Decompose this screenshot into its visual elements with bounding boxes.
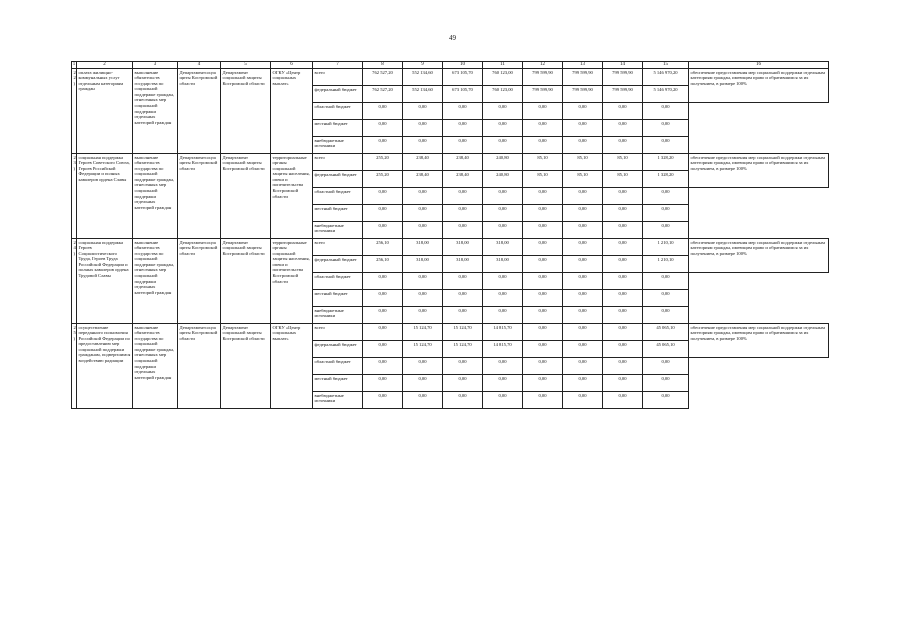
amount-cell: 0,00 — [603, 137, 643, 154]
amount-cell: 0,00 — [363, 188, 403, 205]
funding-source-cell: внебюджетные источники — [313, 137, 363, 154]
column-number-cell: 9 — [403, 62, 443, 69]
amount-cell: 0,00 — [443, 188, 483, 205]
funding-source-cell: местный бюджет — [313, 120, 363, 137]
amount-cell: 0,00 — [563, 375, 603, 392]
table-row — [72, 324, 829, 341]
column-number-cell: 16 — [689, 62, 829, 69]
amount-cell: 85,10 — [563, 154, 603, 171]
amount-cell: 0,00 — [523, 188, 563, 205]
amount-cell: 0,00 — [483, 375, 523, 392]
amount-cell: 318,00 — [483, 239, 523, 256]
amount-cell: 238,40 — [443, 154, 483, 171]
amount-cell: 5 146 970,20 — [643, 86, 689, 103]
amount-cell: 1 210,10 — [643, 239, 689, 256]
amount-cell: 799 599,90 — [563, 86, 603, 103]
executor-cell: ОГКУ «Центр социальных выплат» — [271, 324, 313, 409]
amount-cell: 0,00 — [563, 103, 603, 120]
amount-cell: 799 599,90 — [523, 86, 563, 103]
empty-cell — [689, 307, 829, 324]
amount-cell: 0,00 — [523, 307, 563, 324]
amount-cell: 0,00 — [403, 375, 443, 392]
amount-cell: 0,00 — [563, 137, 603, 154]
empty-cell — [689, 137, 829, 154]
amount-cell: 0,00 — [643, 375, 689, 392]
amount-cell: 240,80 — [483, 154, 523, 171]
amount-cell: 85,10 — [603, 171, 643, 188]
amount-cell: 0,00 — [523, 120, 563, 137]
amount-cell: 0,00 — [523, 103, 563, 120]
amount-cell: 0,00 — [523, 273, 563, 290]
amount-cell: 318,00 — [403, 256, 443, 273]
amount-cell: 0,00 — [603, 222, 643, 239]
amount-cell: 0,00 — [443, 222, 483, 239]
amount-cell: 0,00 — [643, 290, 689, 307]
column-number-cell: 1 — [72, 62, 76, 67]
table-row — [72, 69, 829, 86]
amount-cell: 0,00 — [563, 324, 603, 341]
amount-cell: 0,00 — [363, 324, 403, 341]
amount-cell: 0,00 — [443, 290, 483, 307]
expected-outcome-cell: обеспечение предоставления мер социальной поддержки отдельным категориям граждан, имеющим право и обратившимся за их получением, в размере 100% — [689, 324, 829, 358]
amount-cell: 0,00 — [403, 137, 443, 154]
budget-table — [71, 61, 829, 409]
funding-source-cell: внебюджетные источники — [313, 307, 363, 324]
page-number: 49 — [449, 34, 456, 42]
amount-cell: 0,00 — [603, 205, 643, 222]
amount-cell: 0,00 — [563, 341, 603, 358]
amount-cell: 760 123,00 — [483, 86, 523, 103]
measure-name-cell: социальная поддержка Героев Социалистического Труда, Героев Труда Российской Федерации и полных кавалеров ордена Трудовой Славы — [77, 239, 133, 324]
funding-source-cell: всего — [313, 154, 363, 171]
amount-cell: 15 124,70 — [443, 324, 483, 341]
amount-cell: 799 599,90 — [603, 69, 643, 86]
expected-outcome-cell: обеспечение предоставления мер социальной поддержки отдельным категориям граждан, имеющим право и обратившимся за их получением, в размере 100% — [689, 69, 829, 103]
amount-cell: 238,40 — [403, 171, 443, 188]
amount-cell: 0,00 — [443, 120, 483, 137]
amount-cell: 0,00 — [443, 307, 483, 324]
amount-cell: 0,00 — [483, 120, 523, 137]
amount-cell: 0,00 — [403, 290, 443, 307]
amount-cell: 0,00 — [523, 392, 563, 409]
item-number-cell: 25) — [72, 324, 77, 409]
column-number-cell: 6 — [271, 62, 313, 69]
amount-cell: 0,00 — [363, 392, 403, 409]
amount-cell: 1 328,20 — [643, 154, 689, 171]
funding-source-cell: областной бюджет — [313, 273, 363, 290]
amount-cell: 0,00 — [363, 205, 403, 222]
amount-cell: 0,00 — [483, 273, 523, 290]
amount-cell: 0,00 — [443, 103, 483, 120]
amount-cell: 762 527,20 — [363, 69, 403, 86]
amount-cell: 0,00 — [603, 341, 643, 358]
amount-cell: 0,00 — [363, 273, 403, 290]
amount-cell: 0,00 — [603, 188, 643, 205]
responsible-department-cell: Департаментсоцзащиты Костромской области — [178, 69, 221, 154]
amount-cell: 0,00 — [363, 307, 403, 324]
amount-cell: 0,00 — [363, 137, 403, 154]
amount-cell: 0,00 — [403, 358, 443, 375]
amount-cell: 15 124,70 — [403, 324, 443, 341]
amount-cell: 0,00 — [483, 205, 523, 222]
empty-cell — [689, 290, 829, 307]
funding-source-cell: внебюджетные источники — [313, 222, 363, 239]
funding-source-cell: местный бюджет — [313, 375, 363, 392]
amount-cell: 762 527,20 — [363, 86, 403, 103]
empty-cell — [689, 205, 829, 222]
expected-outcome-cell: обеспечение предоставления мер социальной поддержки отдельным категориям граждан, имеющим право и обратившимся за их получением, в размере 100% — [689, 154, 829, 188]
amount-cell: 0,00 — [363, 290, 403, 307]
funding-source-cell: федеральный бюджет — [313, 256, 363, 273]
amount-cell: 0,00 — [643, 222, 689, 239]
amount-cell: 0,00 — [603, 256, 643, 273]
amount-cell: 255,20 — [363, 154, 403, 171]
amount-cell: 0,00 — [643, 103, 689, 120]
amount-cell: 0,00 — [403, 222, 443, 239]
amount-cell: 0,00 — [483, 307, 523, 324]
co-executor-cell: Департамент социальной защиты Костромской области — [221, 239, 271, 324]
column-number-cell: 15 — [643, 62, 689, 69]
amount-cell: 0,00 — [483, 103, 523, 120]
amount-cell: 0,00 — [563, 222, 603, 239]
amount-cell: 15 124,70 — [443, 341, 483, 358]
table-row — [72, 239, 829, 256]
amount-cell: 552 134,60 — [403, 69, 443, 86]
amount-cell: 85,10 — [603, 154, 643, 171]
amount-cell: 0,00 — [523, 341, 563, 358]
amount-cell: 673 105,70 — [443, 69, 483, 86]
column-number-cell: 12 — [523, 62, 563, 69]
amount-cell: 0,00 — [643, 307, 689, 324]
column-number-cell: 8 — [363, 62, 403, 69]
funding-source-cell: местный бюджет — [313, 205, 363, 222]
obligation-cell: выполнение обязательств государства по социальной поддержке граждан, отнесенных мер социальной поддержки отдельных категорий граждан — [133, 69, 178, 154]
amount-cell: 0,00 — [443, 392, 483, 409]
amount-cell: 15 124,70 — [403, 341, 443, 358]
amount-cell: 85,10 — [523, 154, 563, 171]
amount-cell: 0,00 — [523, 290, 563, 307]
funding-source-cell: федеральный бюджет — [313, 86, 363, 103]
amount-cell: 0,00 — [403, 103, 443, 120]
funding-source-cell: областной бюджет — [313, 188, 363, 205]
amount-cell: 256,10 — [363, 256, 403, 273]
amount-cell: 0,00 — [643, 392, 689, 409]
amount-cell: 0,00 — [603, 239, 643, 256]
funding-source-cell: местный бюджет — [313, 290, 363, 307]
amount-cell: 0,00 — [403, 120, 443, 137]
amount-cell: 0,00 — [563, 188, 603, 205]
executor-cell: ОГКУ «Центр социальных выплат» — [271, 69, 313, 154]
amount-cell: 318,00 — [443, 256, 483, 273]
column-number-cell: 5 — [221, 62, 271, 69]
amount-cell: 0,00 — [443, 273, 483, 290]
empty-cell — [689, 188, 829, 205]
column-number-cell: 7 — [313, 62, 363, 69]
empty-cell — [689, 358, 829, 375]
column-number-cell: 4 — [178, 62, 221, 69]
funding-source-cell: всего — [313, 324, 363, 341]
amount-cell: 0,00 — [443, 358, 483, 375]
column-number-cell: 14 — [603, 62, 643, 69]
amount-cell: 45 065,10 — [643, 324, 689, 341]
empty-cell — [689, 273, 829, 290]
amount-cell: 0,00 — [603, 324, 643, 341]
amount-cell: 0,00 — [603, 375, 643, 392]
amount-cell: 256,10 — [363, 239, 403, 256]
item-number-cell: 22) — [72, 69, 77, 154]
amount-cell: 14 815,70 — [483, 341, 523, 358]
amount-cell: 0,00 — [603, 392, 643, 409]
amount-cell: 0,00 — [523, 137, 563, 154]
amount-cell: 0,00 — [643, 137, 689, 154]
funding-source-cell: внебюджетные источники — [313, 392, 363, 409]
amount-cell: 0,00 — [603, 358, 643, 375]
executor-cell: территориальные органы социальной защиты населения, опеки и попечительства Костромской области — [271, 154, 313, 239]
co-executor-cell: Департамент социальной защиты Костромской области — [221, 69, 271, 154]
co-executor-cell: Департамент социальной защиты Костромской области — [221, 154, 271, 239]
amount-cell: 0,00 — [523, 205, 563, 222]
amount-cell: 0,00 — [403, 188, 443, 205]
amount-cell: 0,00 — [563, 392, 603, 409]
item-number-cell: 23) — [72, 154, 77, 239]
obligation-cell: выполнение обязательств государства по социальной поддержке граждан, отнесенных мер социальной поддержки отдельных категорий граждан — [133, 154, 178, 239]
amount-cell: 0,00 — [523, 358, 563, 375]
amount-cell: 318,00 — [483, 256, 523, 273]
amount-cell: 85,10 — [523, 171, 563, 188]
amount-cell: 0,00 — [603, 120, 643, 137]
column-number-cell: 10 — [443, 62, 483, 69]
amount-cell: 0,00 — [603, 273, 643, 290]
amount-cell: 799 599,90 — [523, 69, 563, 86]
amount-cell: 0,00 — [563, 256, 603, 273]
amount-cell: 1 328,20 — [643, 171, 689, 188]
amount-cell: 0,00 — [403, 273, 443, 290]
amount-cell: 0,00 — [523, 375, 563, 392]
amount-cell: 0,00 — [483, 392, 523, 409]
column-number-cell: 13 — [563, 62, 603, 69]
amount-cell: 255,20 — [363, 171, 403, 188]
amount-cell: 0,00 — [363, 103, 403, 120]
co-executor-cell: Департамент социальной защиты Костромской области — [221, 324, 271, 409]
amount-cell: 0,00 — [603, 307, 643, 324]
amount-cell: 0,00 — [643, 205, 689, 222]
empty-cell — [689, 120, 829, 137]
empty-cell — [689, 392, 829, 409]
amount-cell: 238,40 — [403, 154, 443, 171]
amount-cell: 0,00 — [363, 120, 403, 137]
amount-cell: 0,00 — [643, 120, 689, 137]
amount-cell: 760 123,00 — [483, 69, 523, 86]
funding-source-cell: всего — [313, 239, 363, 256]
responsible-department-cell: Департаментсоцзащиты Костромской области — [178, 154, 221, 239]
amount-cell: 0,00 — [643, 188, 689, 205]
amount-cell: 0,00 — [603, 103, 643, 120]
amount-cell: 85,10 — [563, 171, 603, 188]
executor-cell: территориальные органы социальной защиты населения, опеки и попечительства Костромской области — [271, 239, 313, 324]
amount-cell: 0,00 — [643, 358, 689, 375]
amount-cell: 799 599,90 — [603, 86, 643, 103]
amount-cell: 0,00 — [523, 239, 563, 256]
funding-source-cell: федеральный бюджет — [313, 341, 363, 358]
empty-cell — [689, 103, 829, 120]
amount-cell: 1 210,10 — [643, 256, 689, 273]
amount-cell: 238,40 — [443, 171, 483, 188]
amount-cell: 0,00 — [603, 290, 643, 307]
amount-cell: 0,00 — [443, 205, 483, 222]
amount-cell: 0,00 — [523, 222, 563, 239]
funding-source-cell: всего — [313, 69, 363, 86]
amount-cell: 0,00 — [403, 205, 443, 222]
empty-cell — [689, 375, 829, 392]
amount-cell: 318,00 — [403, 239, 443, 256]
column-number-cell: 11 — [483, 62, 523, 69]
expected-outcome-cell: обеспечение предоставления мер социальной поддержки отдельным категориям граждан, имеющим право и обратившимся за их получением, в размере 100% — [689, 239, 829, 273]
amount-cell: 0,00 — [483, 290, 523, 307]
measure-name-cell: оплата жилищно-коммунальных услуг отдельным категориям граждан — [77, 69, 133, 154]
amount-cell: 0,00 — [403, 307, 443, 324]
amount-cell: 0,00 — [443, 375, 483, 392]
amount-cell: 0,00 — [643, 273, 689, 290]
amount-cell: 0,00 — [523, 256, 563, 273]
amount-cell: 0,00 — [563, 307, 603, 324]
amount-cell: 0,00 — [563, 205, 603, 222]
amount-cell: 0,00 — [483, 358, 523, 375]
funding-source-cell: областной бюджет — [313, 358, 363, 375]
measure-name-cell: осуществление переданного полномочия Российской Федерации по предоставлению мер социальной поддержки гражданам, подвергшимся воздействию радиации — [77, 324, 133, 409]
column-number-cell: 3 — [133, 62, 178, 69]
amount-cell: 552 134,60 — [403, 86, 443, 103]
responsible-department-cell: Департаментсоцзащиты Костромской области — [178, 239, 221, 324]
funding-source-cell: федеральный бюджет — [313, 171, 363, 188]
amount-cell: 0,00 — [363, 375, 403, 392]
amount-cell: 0,00 — [363, 341, 403, 358]
obligation-cell: выполнение обязательств государства по социальной поддержке граждан, отнесенных мер социальной поддержки отдельных категорий граждан — [133, 324, 178, 409]
amount-cell: 0,00 — [363, 358, 403, 375]
amount-cell: 0,00 — [483, 188, 523, 205]
amount-cell: 0,00 — [563, 290, 603, 307]
amount-cell: 0,00 — [563, 239, 603, 256]
amount-cell: 318,00 — [443, 239, 483, 256]
column-number-cell: 2 — [77, 62, 133, 69]
amount-cell: 0,00 — [443, 137, 483, 154]
amount-cell: 14 815,70 — [483, 324, 523, 341]
amount-cell: 0,00 — [483, 137, 523, 154]
item-number-cell: 24) — [72, 239, 77, 324]
amount-cell: 0,00 — [563, 120, 603, 137]
amount-cell: 0,00 — [403, 392, 443, 409]
amount-cell: 0,00 — [563, 273, 603, 290]
amount-cell: 0,00 — [563, 358, 603, 375]
responsible-department-cell: Департаментсоцзащиты Костромской области — [178, 324, 221, 409]
empty-cell — [689, 222, 829, 239]
table-row — [72, 154, 829, 171]
amount-cell: 240,80 — [483, 171, 523, 188]
amount-cell: 45 065,10 — [643, 341, 689, 358]
column-number-row — [72, 62, 829, 69]
amount-cell: 0,00 — [363, 222, 403, 239]
amount-cell: 0,00 — [483, 222, 523, 239]
amount-cell: 673 105,70 — [443, 86, 483, 103]
funding-source-cell: областной бюджет — [313, 103, 363, 120]
amount-cell: 5 146 970,20 — [643, 69, 689, 86]
obligation-cell: выполнение обязательств государства по социальной поддержке граждан, отнесенных мер социальной поддержки отдельных категорий граждан — [133, 239, 178, 324]
amount-cell: 799 599,90 — [563, 69, 603, 86]
amount-cell: 0,00 — [523, 324, 563, 341]
measure-name-cell: социальная поддержка Героев Советского Союза, Героев Российской Федерации и полных кавалеров ордена Славы — [77, 154, 133, 239]
